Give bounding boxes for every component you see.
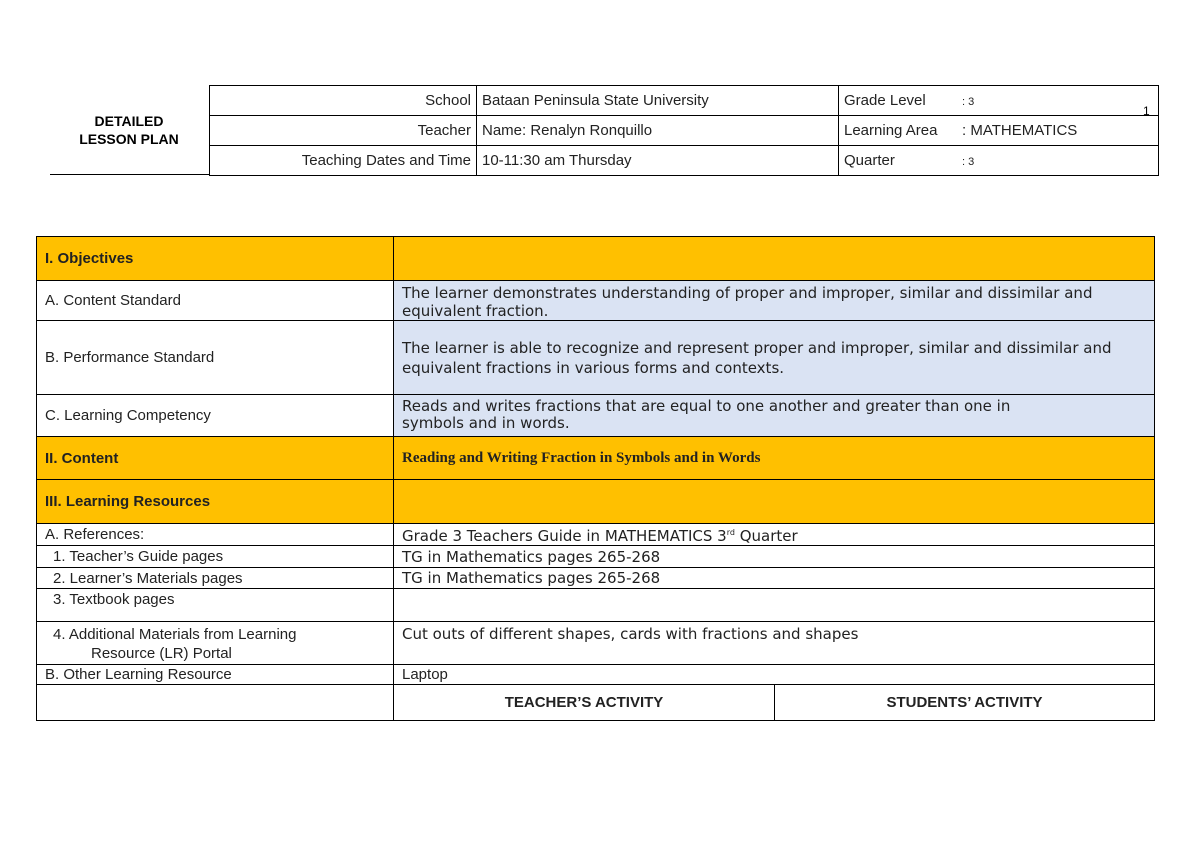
performance-standard-value: The learner is able to recognize and represent proper and improper, similar and dissimilar and equivalent fractions in various forms and contexts. (394, 321, 1155, 395)
performance-standard-row (37, 321, 1155, 395)
dates-label: Teaching Dates and Time (210, 146, 477, 176)
header-rule (50, 174, 210, 175)
other-resource-value: Laptop (394, 665, 1155, 685)
references-value (394, 524, 1155, 546)
additional-row (37, 622, 1155, 665)
teacher-value: Name: Renalyn Ronquillo (477, 116, 839, 146)
competency-value (394, 395, 1155, 437)
school-label: School (210, 86, 477, 116)
resources-heading: III. Learning Resources (37, 480, 394, 524)
competency-line-2: symbols and in words. (402, 414, 570, 432)
header-row-dates (210, 146, 1159, 176)
references-sup: rd (726, 528, 735, 537)
content-heading: II. Content (37, 437, 394, 480)
activity-blank-cell (37, 685, 394, 721)
lm-row (37, 568, 1155, 589)
content-value: Reading and Writing Fraction in Symbols and in Words (394, 437, 1155, 480)
teacher-label: Teacher (210, 116, 477, 146)
competency-line-1: Reads and writes fractions that are equal to one another and greater than one in (402, 397, 1011, 415)
competency-row (37, 395, 1155, 437)
competency-label: C. Learning Competency (37, 395, 394, 437)
content-standard-label: A. Content Standard (37, 281, 394, 321)
grade-label: Grade Level (844, 92, 926, 109)
additional-label-line-1: 4. Additional Materials from Learning (53, 626, 297, 643)
other-resource-row (37, 665, 1155, 685)
header-row-teacher (210, 116, 1159, 146)
other-resource-label: B. Other Learning Resource (37, 665, 394, 685)
content-standard-value: The learner demonstrates understanding of proper and improper, similar and dissimilar and equivalent fraction. (394, 281, 1155, 321)
objectives-heading: I. Objectives (37, 237, 394, 281)
tg-row (37, 546, 1155, 568)
tg-value: TG in Mathematics pages 265-268 (394, 546, 1155, 568)
lesson-plan-table (36, 236, 1155, 721)
content-row (37, 437, 1155, 480)
references-text: Grade 3 Teachers Guide in MATHEMATICS 3 (402, 527, 727, 545)
plan-title-line-2: LESSON PLAN (79, 131, 179, 147)
references-label: A. References: (37, 524, 394, 546)
additional-label-line-2: Resource (LR) Portal (91, 645, 232, 662)
textbook-label: 3. Textbook pages (37, 589, 394, 622)
quarter-value: : 3 (962, 156, 975, 168)
objectives-row (37, 237, 1155, 281)
header-row-school (210, 86, 1159, 116)
references-text-end: Quarter (734, 527, 798, 545)
textbook-value (394, 589, 1155, 622)
tg-label: 1. Teacher’s Guide pages (37, 546, 394, 568)
lm-value: TG in Mathematics pages 265-268 (394, 568, 1155, 589)
area-value: : MATHEMATICS (962, 122, 1078, 139)
lm-label: 2. Learner’s Materials pages (37, 568, 394, 589)
resources-value (394, 480, 1155, 524)
area-label: Learning Area (844, 122, 938, 139)
content-standard-row (37, 281, 1155, 321)
dates-value: 10-11:30 am Thursday (477, 146, 839, 176)
objectives-value (394, 237, 1155, 281)
page-number: 1 (1143, 104, 1150, 118)
references-row (37, 524, 1155, 546)
grade-value: : 3 (962, 96, 975, 108)
plan-title (50, 112, 208, 148)
header-table (209, 85, 1159, 176)
students-activity-heading: STUDENTS’ ACTIVITY (775, 685, 1155, 721)
additional-value: Cut outs of different shapes, cards with fractions and shapes (394, 622, 1155, 665)
teacher-activity-heading: TEACHER’S ACTIVITY (394, 685, 775, 721)
additional-label (37, 622, 394, 665)
activity-header-row (37, 685, 1155, 721)
textbook-row (37, 589, 1155, 622)
grade-cell (839, 86, 1159, 116)
resources-row (37, 480, 1155, 524)
quarter-label: Quarter (844, 152, 895, 169)
performance-standard-label: B. Performance Standard (37, 321, 394, 395)
quarter-cell (839, 146, 1159, 176)
area-cell (839, 116, 1159, 146)
plan-title-line-1: DETAILED (94, 113, 164, 129)
school-value: Bataan Peninsula State University (477, 86, 839, 116)
